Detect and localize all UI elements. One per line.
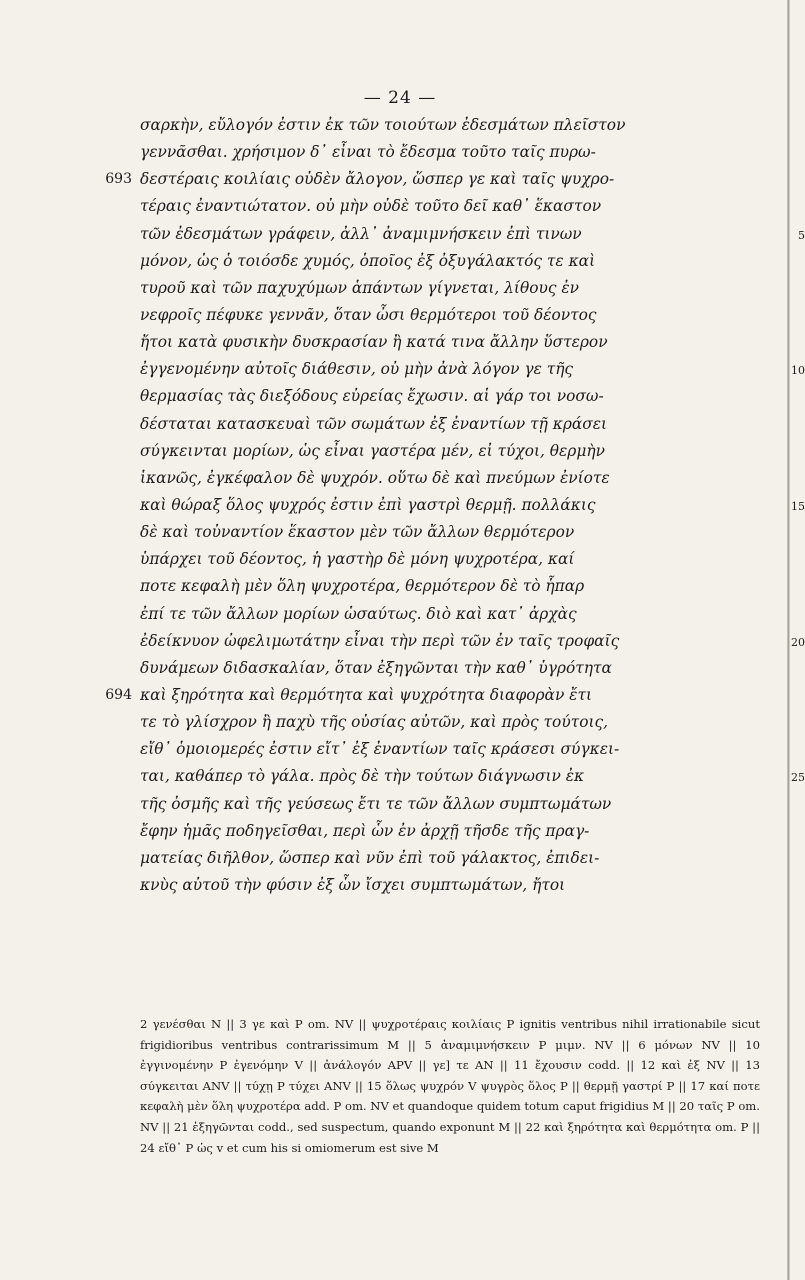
text-line xyxy=(140,302,780,329)
text-line xyxy=(140,845,780,872)
text-line xyxy=(105,682,780,709)
line-text: σύγκεινται μορίων, ὡς εἶναι γαστέρα μέν, εἰ τύχοι, θερμὴν xyxy=(140,441,605,460)
text-line xyxy=(140,492,805,519)
line-text: ται, καθάπερ τὸ γάλα. πρὸς δὲ τὴν τούτων διάγνωσιν ἐκ xyxy=(140,767,585,786)
line-number: 25 xyxy=(791,771,805,785)
line-number: 10 xyxy=(791,364,805,378)
line-text: μόνον, ὡς ὁ τοιόσδε χυμός, ὁποῖος ἐξ ὀξυγάλακτός τε καὶ xyxy=(140,251,596,270)
text-line xyxy=(140,383,780,410)
line-text: δυνάμεων διδασκαλίαν, ὅταν ἐξηγῶνται τὴν καθ᾽ ὑγρότητα xyxy=(140,658,612,677)
line-number: 15 xyxy=(791,499,805,513)
text-line xyxy=(140,573,780,600)
line-text: δεστέραις κοιλίαις οὐδὲν ἄλογον, ὥσπερ γε καὶ ταῖς ψυχρο- xyxy=(140,170,615,189)
text-line xyxy=(140,655,780,682)
text-line xyxy=(140,791,780,818)
text-line xyxy=(140,275,780,302)
line-text: ἐπί τε τῶν ἄλλων μορίων ὡσαύτως. διὸ καὶ κατ᾽ ἀρχὰς xyxy=(140,604,577,623)
text-line xyxy=(140,872,780,899)
text-line xyxy=(140,112,780,139)
line-number: 5 xyxy=(798,228,805,242)
text-line xyxy=(140,411,780,438)
text-line xyxy=(140,736,780,763)
edition-page-number: 693 xyxy=(105,171,132,188)
line-text: κνὺς αὐτοῦ τὴν φύσιν ἐξ ὧν ἴσχει συμπτωμάτων, ἤτοι xyxy=(140,875,566,894)
page-number: — 24 — xyxy=(363,88,437,108)
line-text: γεννᾶσθαι. χρήσιμον δ᾽ εἶναι τὸ ἔδεσμα τοῦτο ταῖς πυρω- xyxy=(140,143,596,162)
line-text: ἔφην ἡμᾶς ποδηγεῖσθαι, περὶ ὧν ἐν ἀρχῇ τῆσδε τῆς πραγ- xyxy=(140,821,590,840)
line-text: καὶ θώραξ ὅλος ψυχρός ἐστιν ἐπὶ γαστρὶ θερμῇ. πολλάκις xyxy=(140,495,596,514)
text-line xyxy=(140,438,780,465)
page-edge xyxy=(787,0,790,1280)
line-text: ἐγγενομένην αὐτοῖς διάθεσιν, οὐ μὴν ἀνὰ λόγον γε τῆς xyxy=(140,360,574,379)
text-line xyxy=(140,818,780,845)
edition-page-number: 694 xyxy=(105,686,132,703)
text-line xyxy=(140,546,780,573)
line-text: σαρκὴν, εὔλογόν ἐστιν ἐκ τῶν τοιούτων ἐδεσμάτων πλεῖστον xyxy=(140,116,626,134)
line-text: ματείας διῆλθον, ὥσπερ καὶ νῦν ἐπὶ τοῦ γάλακτος, ἐπιδει- xyxy=(140,848,600,867)
text-line xyxy=(140,465,780,492)
text-line xyxy=(140,139,780,166)
text-line xyxy=(140,519,780,546)
line-text: τῶν ἐδεσμάτων γράφειν, ἀλλ᾽ ἀναμιμνήσκειν ἐπὶ τινων xyxy=(140,224,582,243)
text-line xyxy=(140,248,780,275)
line-text: ὑπάρχει τοῦ δέοντος, ἡ γαστὴρ δὲ μόνη ψυχροτέρα, καί xyxy=(140,550,575,569)
text-line xyxy=(140,763,805,790)
text-line xyxy=(140,628,805,655)
line-text: τέραις ἐναντιώτατον. οὐ μὴν οὐδὲ τοῦτο δεῖ καθ᾽ ἕκαστον xyxy=(140,197,602,216)
line-text: τυροῦ καὶ τῶν παχυχύμων ἁπάντων γίγνεται, λίθους ἐν xyxy=(140,278,579,297)
line-text: ἤτοι κατὰ φυσικὴν δυσκρασίαν ἢ κατά τινα ἄλλην ὕστερον xyxy=(140,333,608,352)
line-number: 20 xyxy=(791,635,805,649)
text-line xyxy=(140,193,780,220)
line-text: εἴθ᾽ ὁμοιομερές ἐστιν εἴτ᾽ ἐξ ἐναντίων ταῖς κράσεσι σύγκει- xyxy=(140,740,620,759)
line-text: τῆς ὀσμῆς καὶ τῆς γεύσεως ἔτι τε τῶν ἄλλων συμπτωμάτων xyxy=(140,794,612,813)
main-text xyxy=(105,112,805,899)
text-line xyxy=(140,601,780,628)
text-line xyxy=(140,709,780,736)
line-text: νεφροῖς πέφυκε γεννᾶν, ὅταν ὦσι θερμότεροι τοῦ δέοντος xyxy=(140,305,597,324)
line-text: τε τὸ γλίσχρον ἢ παχὺ τῆς οὐσίας αὐτῶν, καὶ πρὸς τούτοις, xyxy=(140,713,609,732)
line-text: δὲ καὶ τοὐναντίον ἕκαστον μὲν τῶν ἄλλων θερμότερον xyxy=(140,523,575,542)
line-text: ποτε κεφαλὴ μὲν ὅλη ψυχροτέρα, θερμότερον δὲ τὸ ἧπαρ xyxy=(140,577,585,596)
line-text: ἱκανῶς, ἐγκέφαλον δὲ ψυχρόν. οὕτω δὲ καὶ πνεύμων ἐνίοτε xyxy=(140,468,610,487)
text-line xyxy=(105,166,780,193)
line-text: δέσταται κατασκευαὶ τῶν σωμάτων ἐξ ἐναντίων τῇ κράσει xyxy=(140,414,608,433)
critical-apparatus: 2 γενέσθαι N || 3 γε καὶ P om. NV || ψυχροτέραις κοιλίαις P ignitis ventribus nihil irrationabile sicut frigidioribus ventribus contrarissimum M || 5 ἀναμιμνήσκειν P μιμν. NV || 6 μόνων NV || 10 ἐγγινομένην P ἐγενόμην V || ἀνάλογόν APV || γε] τε AN || 11 ἔχουσιν codd. || 12 καὶ ἐξ NV || 13 σύγκειται ANV || τύχῃ P τύχει ANV || 15 ὅλως ψυχρόν V ψυγρὸς ὅλος P || θερμῇ γαστρί P || 17 καί ποτε κεφαλὴ μὲν ὅλη ψυχροτέρα add. P om. NV et quandoque quidem totum caput frigidius M || 20 ταῖς P om. NV || 21 ἐξηγῶνται codd., sed suspectum, quando exponunt M || 22 καὶ ξηρότητα καὶ θερμότητα om. P || 24 εἴθ᾽ P ὡς v et cum his si omiomerum est sive M xyxy=(140,1017,760,1155)
text-line xyxy=(140,329,780,356)
text-line xyxy=(140,221,805,248)
text-line xyxy=(140,356,805,383)
line-text: θερμασίας τὰς διεξόδους εὐρείας ἔχωσιν. αἱ γάρ τοι νοσω- xyxy=(140,387,604,406)
line-text: καὶ ξηρότητα καὶ θερμότητα καὶ ψυχρότητα διαφορὰν ἔτι xyxy=(140,685,592,704)
line-text: ἐδείκνυον ὠφελιμωτάτην εἶναι τὴν περὶ τῶν ἐν ταῖς τροφαῖς xyxy=(140,631,620,650)
